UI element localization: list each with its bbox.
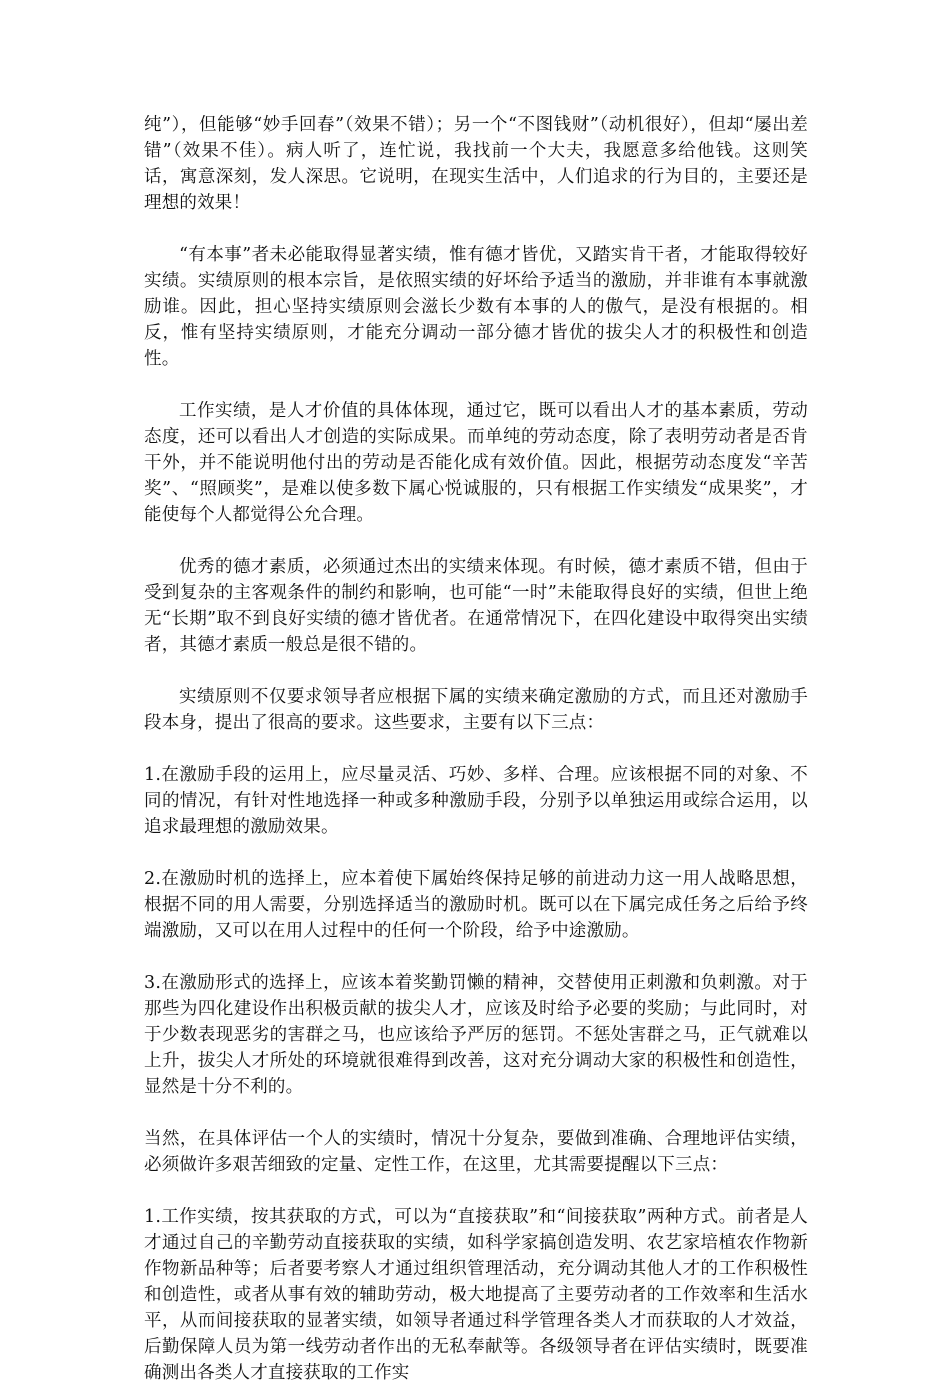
paragraph-6: 当然，在具体评估一个人的实绩时，情况十分复杂，要做到准确、合理地评估实绩，必须做许多艰苦细致的定量、定性工作，在这里，尤其需要提醒以下三点： xyxy=(144,1129,808,1175)
document-page xyxy=(144,112,808,1386)
paragraph-5: 实绩原则不仅要求领导者应根据下属的实绩来确定激励的方式，而且还对激励手段本身，提出了很高的要求。这些要求，主要有以下三点： xyxy=(144,687,808,733)
list-item-2: 2.在激励时机的选择上，应本着使下属始终保持足够的前进动力这一用人战略思想，根据不同的用人需要，分别选择适当的激励时机。既可以在下属完成任务之后给予终端激励，又可以在用人过程中的任何一个阶段，给予中途激励。 xyxy=(144,869,808,941)
paragraph-2: “有本事”者未必能取得显著实绩，惟有德才皆优，又踏实肯干者，才能取得较好实绩。实绩原则的根本宗旨，是依照实绩的好坏给予适当的激励，并非谁有本事就激励谁。因此，担心坚持实绩原则会滋长少数有本事的人的傲气，是没有根据的。相反，惟有坚持实绩原则，才能充分调动一部分德才皆优的拔尖人才的积极性和创造性。 xyxy=(144,245,808,369)
list-item-1: 1.在激励手段的运用上，应尽量灵活、巧妙、多样、合理。应该根据不同的对象、不同的情况，有针对性地选择一种或多种激励手段，分别予以单独运用或综合运用，以追求最理想的激励效果。 xyxy=(144,765,808,837)
paragraph-3: 工作实绩，是人才价值的具体体现，通过它，既可以看出人才的基本素质，劳动态度，还可以看出人才创造的实际成果。而单纯的劳动态度，除了表明劳动者是否肯干外，并不能说明他付出的劳动是否能化成有效价值。因此，根据劳动态度发“辛苦奖”、“照顾奖”，是难以使多数下属心悦诚服的，只有根据工作实绩发“成果奖”，才能使每个人都觉得公允合理。 xyxy=(144,401,808,525)
paragraph-4: 优秀的德才素质，必须通过杰出的实绩来体现。有时候，德才素质不错，但由于受到复杂的主客观条件的制约和影响，也可能“一时”未能取得良好的实绩，但世上绝无“长期”取不到良好实绩的德才皆优者。在通常情况下，在四化建设中取得突出实绩者，其德才素质一般总是很不错的。 xyxy=(144,557,808,655)
list-item-3: 3.在激励形式的选择上，应该本着奖勤罚懒的精神，交替使用正刺激和负刺激。对于那些为四化建设作出积极贡献的拔尖人才，应该及时给予必要的奖励；与此同时，对于少数表现恶劣的害群之马，也应该给予严厉的惩罚。不惩处害群之马，正气就难以上升，拔尖人才所处的环境就很难得到改善，这对充分调动大家的积极性和创造性，显然是十分不利的。 xyxy=(144,973,808,1097)
list-item-4: 1.工作实绩，按其获取的方式，可以为“直接获取”和“间接获取”两种方式。前者是人才通过自己的辛勤劳动直接获取的实绩，如科学家搞创造发明、农艺家培植农作物新作物新品种等；后者要考察人才通过组织管理活动，充分调动其他人才的工作积极性和创造性，或者从事有效的辅助劳动，极大地提高了主要劳动者的工作效率和生活水平，从而间接获取的显著实绩，如领导者通过科学管理各类人才而获取的人才效益，后勤保障人员为第一线劳动者作出的无私奉献等。各级领导者在评估实绩时，既要准确测出各类人才直接获取的工作实 xyxy=(144,1207,808,1383)
paragraph-1: 纯”），但能够“妙手回春”（效果不错）；另一个“不图钱财”（动机很好），但却“屡出差错”（效果不佳）。病人听了，连忙说，我找前一个大夫，我愿意多给他钱。这则笑话，寓意深刻，发人深思。它说明，在现实生活中，人们追求的行为目的，主要还是理想的效果！ xyxy=(144,115,808,213)
